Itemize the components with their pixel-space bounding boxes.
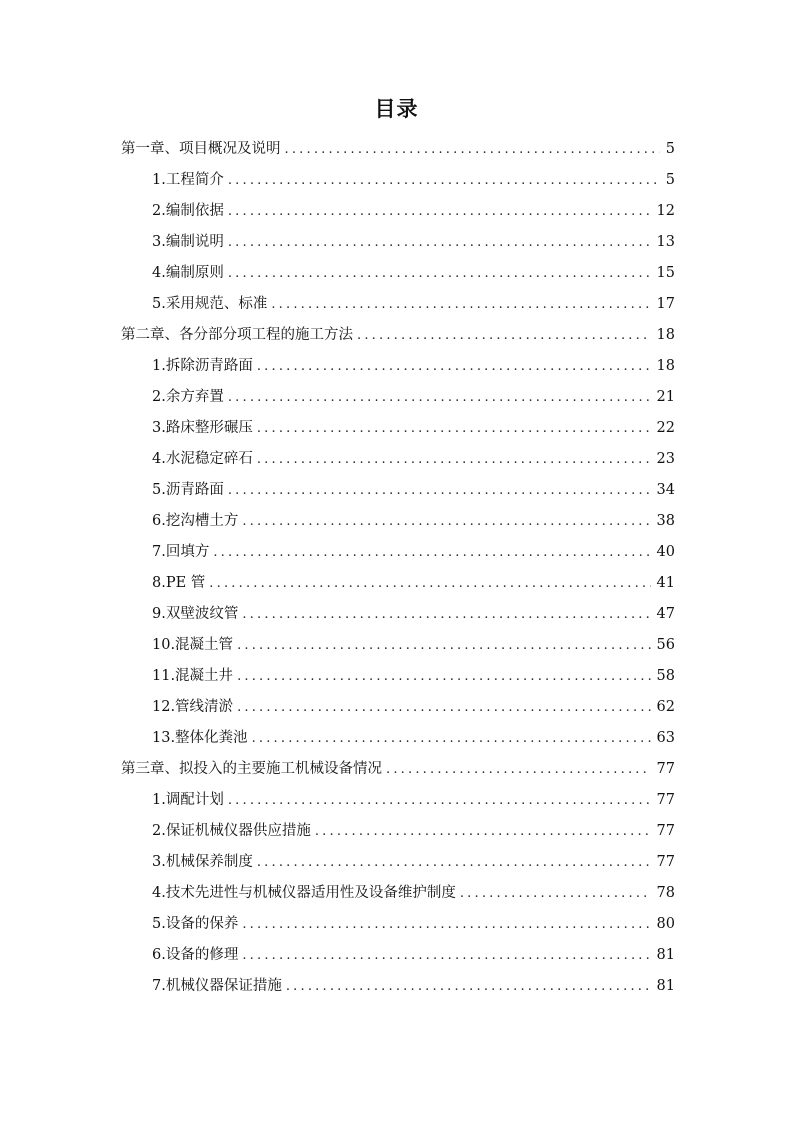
toc-page-number: 13 [656, 234, 675, 250]
toc-page-number: 78 [656, 885, 675, 901]
toc-chapter-entry[interactable] [121, 754, 675, 785]
toc-section-entry[interactable] [121, 599, 675, 630]
toc-entry-label: 3.编制说明 [152, 234, 224, 250]
toc-section-entry[interactable] [121, 723, 675, 754]
toc-entry-label: 1.调配计划 [152, 792, 224, 808]
toc-page-number: 56 [656, 637, 675, 653]
toc-page-number: 63 [656, 730, 675, 746]
toc-dot-leader [285, 134, 660, 165]
toc-page-number: 77 [656, 854, 675, 870]
toc-page-number: 38 [656, 513, 675, 529]
toc-dot-leader [237, 692, 650, 723]
toc-dot-leader [357, 320, 651, 351]
toc-dot-leader [213, 537, 650, 568]
toc-section-entry[interactable] [121, 661, 675, 692]
toc-entry-label: 5.设备的保养 [152, 916, 239, 932]
toc-dot-leader [460, 878, 651, 909]
toc-dot-leader [257, 444, 651, 475]
toc-section-entry[interactable] [121, 816, 675, 847]
toc-page-number: 77 [656, 792, 675, 808]
toc-entry-label: 第三章、拟投入的主要施工机械设备情况 [121, 761, 382, 777]
toc-dot-leader [228, 258, 651, 289]
toc-entry-label: 2.保证机械仪器供应措施 [152, 823, 311, 839]
toc-section-entry[interactable] [121, 692, 675, 723]
toc-dot-leader [228, 227, 651, 258]
toc-entry-label: 3.机械保养制度 [152, 854, 253, 870]
toc-page-number: 21 [656, 389, 675, 405]
toc-page-number: 15 [656, 265, 675, 281]
toc-entry-label: 12.管线清淤 [152, 699, 234, 715]
toc-section-entry[interactable] [121, 537, 675, 568]
toc-page-number: 77 [656, 761, 675, 777]
toc-section-entry[interactable] [121, 196, 675, 227]
toc-dot-leader [228, 165, 660, 196]
toc-section-entry[interactable] [121, 971, 675, 1002]
toc-chapter-entry[interactable] [121, 320, 675, 351]
toc-entry-label: 4.技术先进性与机械仪器适用性及设备维护制度 [152, 885, 456, 901]
toc-section-entry[interactable] [121, 909, 675, 940]
toc-section-entry[interactable] [121, 940, 675, 971]
toc-page-number: 34 [656, 482, 675, 498]
toc-dot-leader [228, 475, 651, 506]
toc-entry-label: 5.沥青路面 [152, 482, 224, 498]
toc-entry-label: 6.设备的修理 [152, 947, 239, 963]
toc-dot-leader [242, 599, 650, 630]
toc-dot-leader [242, 506, 650, 537]
toc-section-entry[interactable] [121, 351, 675, 382]
toc-entry-label: 1.拆除沥青路面 [152, 358, 253, 374]
toc-section-entry[interactable] [121, 847, 675, 878]
toc-section-entry[interactable] [121, 444, 675, 475]
toc-page-number: 23 [656, 451, 675, 467]
toc-dot-leader [286, 971, 651, 1002]
toc-entry-label: 7.机械仪器保证措施 [152, 978, 282, 994]
toc-entry-label: 第一章、项目概况及说明 [121, 141, 281, 157]
toc-dot-leader [257, 351, 651, 382]
toc-dot-leader [271, 289, 650, 320]
toc-entry-label: 13.整体化粪池 [152, 730, 248, 746]
toc-entry-label: 4.编制原则 [152, 265, 224, 281]
toc-section-entry[interactable] [121, 258, 675, 289]
toc-page-number: 58 [656, 668, 675, 684]
toc-page-number: 12 [656, 203, 675, 219]
toc-section-entry[interactable] [121, 785, 675, 816]
toc-section-entry[interactable] [121, 165, 675, 196]
toc-entry-label: 第二章、各分部分项工程的施工方法 [121, 327, 353, 343]
toc-page-number: 17 [656, 296, 675, 312]
toc-section-entry[interactable] [121, 382, 675, 413]
toc-dot-leader [237, 661, 650, 692]
toc-section-entry[interactable] [121, 227, 675, 258]
toc-page-number: 5 [665, 141, 675, 157]
toc-dot-leader [386, 754, 651, 785]
toc-dot-leader [209, 568, 650, 599]
toc-page-number: 5 [665, 172, 675, 188]
toc-entry-label: 7.回填方 [152, 544, 210, 560]
toc-page-number: 80 [656, 916, 675, 932]
toc-chapter-entry[interactable] [121, 134, 675, 165]
table-of-contents [121, 134, 675, 1002]
toc-dot-leader [242, 940, 650, 971]
toc-section-entry[interactable] [121, 506, 675, 537]
toc-dot-leader [257, 847, 651, 878]
toc-page-number: 62 [656, 699, 675, 715]
toc-entry-label: 1.工程简介 [152, 172, 224, 188]
toc-section-entry[interactable] [121, 475, 675, 506]
toc-page-number: 81 [656, 978, 675, 994]
toc-page-number: 41 [656, 575, 675, 591]
toc-page-number: 47 [656, 606, 675, 622]
toc-page-number: 18 [656, 327, 675, 343]
toc-entry-label: 5.采用规范、标准 [152, 296, 268, 312]
toc-page-number: 81 [656, 947, 675, 963]
toc-entry-label: 2.编制依据 [152, 203, 224, 219]
toc-entry-label: 10.混凝土管 [152, 637, 234, 653]
toc-section-entry[interactable] [121, 568, 675, 599]
toc-page-number: 22 [656, 420, 675, 436]
toc-dot-leader [228, 785, 651, 816]
toc-page-number: 40 [656, 544, 675, 560]
toc-section-entry[interactable] [121, 413, 675, 444]
toc-dot-leader [315, 816, 651, 847]
toc-entry-label: 2.余方弃置 [152, 389, 224, 405]
toc-page-number: 18 [656, 358, 675, 374]
toc-dot-leader [242, 909, 650, 940]
toc-entry-label: 4.水泥稳定碎石 [152, 451, 253, 467]
toc-section-entry[interactable] [121, 878, 675, 909]
toc-dot-leader [257, 413, 651, 444]
toc-entry-label: 11.混凝土井 [152, 668, 234, 684]
toc-dot-leader [228, 382, 651, 413]
toc-page-number: 77 [656, 823, 675, 839]
toc-dot-leader [252, 723, 651, 754]
toc-title: 目录 [374, 96, 419, 121]
toc-entry-label: 9.双壁波纹管 [152, 606, 239, 622]
toc-dot-leader [237, 630, 650, 661]
toc-section-entry[interactable] [121, 630, 675, 661]
toc-entry-label: 3.路床整形碾压 [152, 420, 253, 436]
toc-dot-leader [228, 196, 651, 227]
toc-entry-label: 6.挖沟槽土方 [152, 513, 239, 529]
toc-entry-label: 8.PE 管 [152, 575, 206, 591]
toc-section-entry[interactable] [121, 289, 675, 320]
